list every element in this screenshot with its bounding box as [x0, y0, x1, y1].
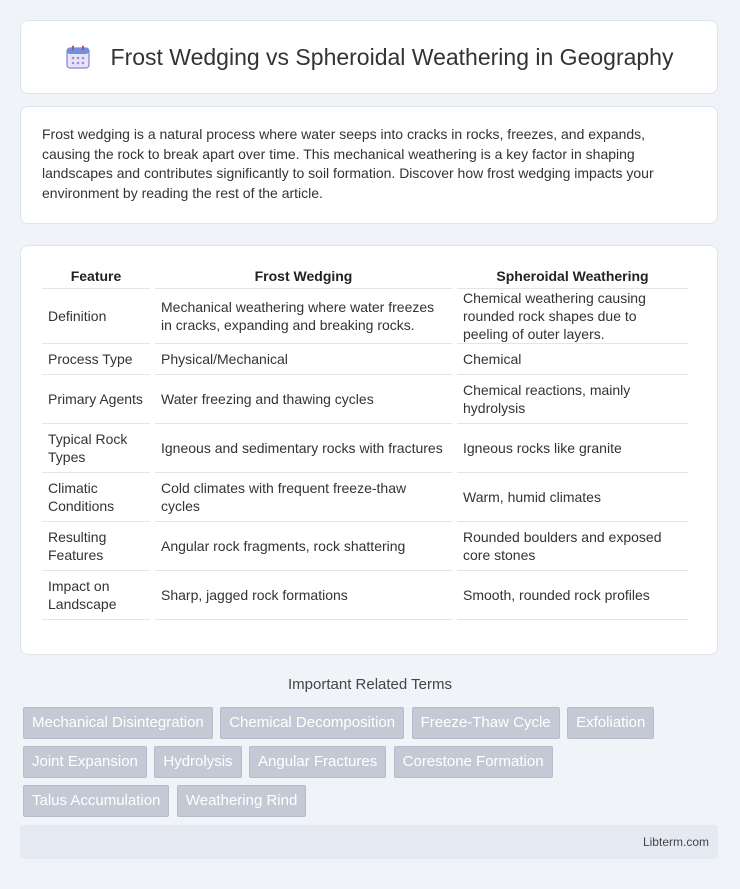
table-cell: Climatic Conditions: [42, 473, 150, 522]
table-cell: Igneous and sedimentary rocks with fractures: [155, 424, 452, 473]
column-header: Feature: [42, 264, 150, 289]
table-cell: Chemical weathering causing rounded rock shapes due to peeling of outer layers.: [457, 289, 688, 344]
related-term-tag[interactable]: Joint Expansion: [23, 746, 147, 778]
footer: [20, 825, 718, 859]
related-term-tag[interactable]: Mechanical Disintegration: [23, 707, 213, 739]
table-cell: Primary Agents: [42, 375, 150, 424]
related-term-tag[interactable]: Hydrolysis: [154, 746, 241, 778]
related-term-tag[interactable]: Talus Accumulation: [23, 785, 169, 817]
table-row: [42, 522, 688, 571]
table-cell: Resulting Features: [42, 522, 150, 571]
related-terms-list: [23, 707, 703, 824]
table-cell: Process Type: [42, 344, 150, 375]
table-cell: Rounded boulders and exposed core stones: [457, 522, 688, 571]
comparison-table: [37, 264, 693, 620]
table-cell: Warm, humid climates: [457, 473, 688, 522]
table-cell: Angular rock fragments, rock shattering: [155, 522, 452, 571]
related-term-tag[interactable]: Weathering Rind: [177, 785, 306, 817]
calendar-icon: [65, 44, 91, 70]
intro-text: Frost wedging is a natural process where water seeps into cracks in rocks, freezes, and expands, causing the rock to break apart over time. This mechanical weathering is a key factor in shaping landscapes and contributes significantly to soil formation. Discover how frost wedging impacts your environment by reading the rest of the article.: [42, 126, 654, 201]
table-cell: Definition: [42, 289, 150, 344]
footer-site-link[interactable]: Libterm.com: [642, 835, 709, 849]
related-terms-title: Important Related Terms: [288, 676, 452, 693]
related-term-tag[interactable]: Freeze-Thaw Cycle: [412, 707, 560, 739]
column-header: Spheroidal Weathering: [457, 264, 688, 289]
related-term-tag[interactable]: Exfoliation: [567, 707, 654, 739]
related-term-tag[interactable]: Angular Fractures: [249, 746, 386, 778]
table-row: [42, 473, 688, 522]
table-cell: Chemical: [457, 344, 688, 375]
page-title: Frost Wedging vs Spheroidal Weathering in Geography: [110, 43, 674, 70]
table-cell: Physical/Mechanical: [155, 344, 452, 375]
header-card: [20, 20, 718, 94]
table-row: [42, 289, 688, 344]
related-term-tag[interactable]: Corestone Formation: [394, 746, 553, 778]
table-cell: Cold climates with frequent freeze-thaw cycles: [155, 473, 452, 522]
comparison-table-card: [20, 245, 718, 655]
table-row: [42, 424, 688, 473]
table-cell: Igneous rocks like granite: [457, 424, 688, 473]
table-row: [42, 344, 688, 375]
table-header-row: [42, 264, 688, 289]
table-cell: Mechanical weathering where water freezes in cracks, expanding and breaking rocks.: [155, 289, 452, 344]
table-cell: Water freezing and thawing cycles: [155, 375, 452, 424]
table-cell: Smooth, rounded rock profiles: [457, 571, 688, 620]
table-row: [42, 571, 688, 620]
table-cell: Typical Rock Types: [42, 424, 150, 473]
table-cell: Sharp, jagged rock formations: [155, 571, 452, 620]
table-cell: Chemical reactions, mainly hydrolysis: [457, 375, 688, 424]
table-cell: Impact on Landscape: [42, 571, 150, 620]
related-term-tag[interactable]: Chemical Decomposition: [220, 707, 404, 739]
intro-card: [20, 106, 718, 224]
table-row: [42, 375, 688, 424]
column-header: Frost Wedging: [155, 264, 452, 289]
